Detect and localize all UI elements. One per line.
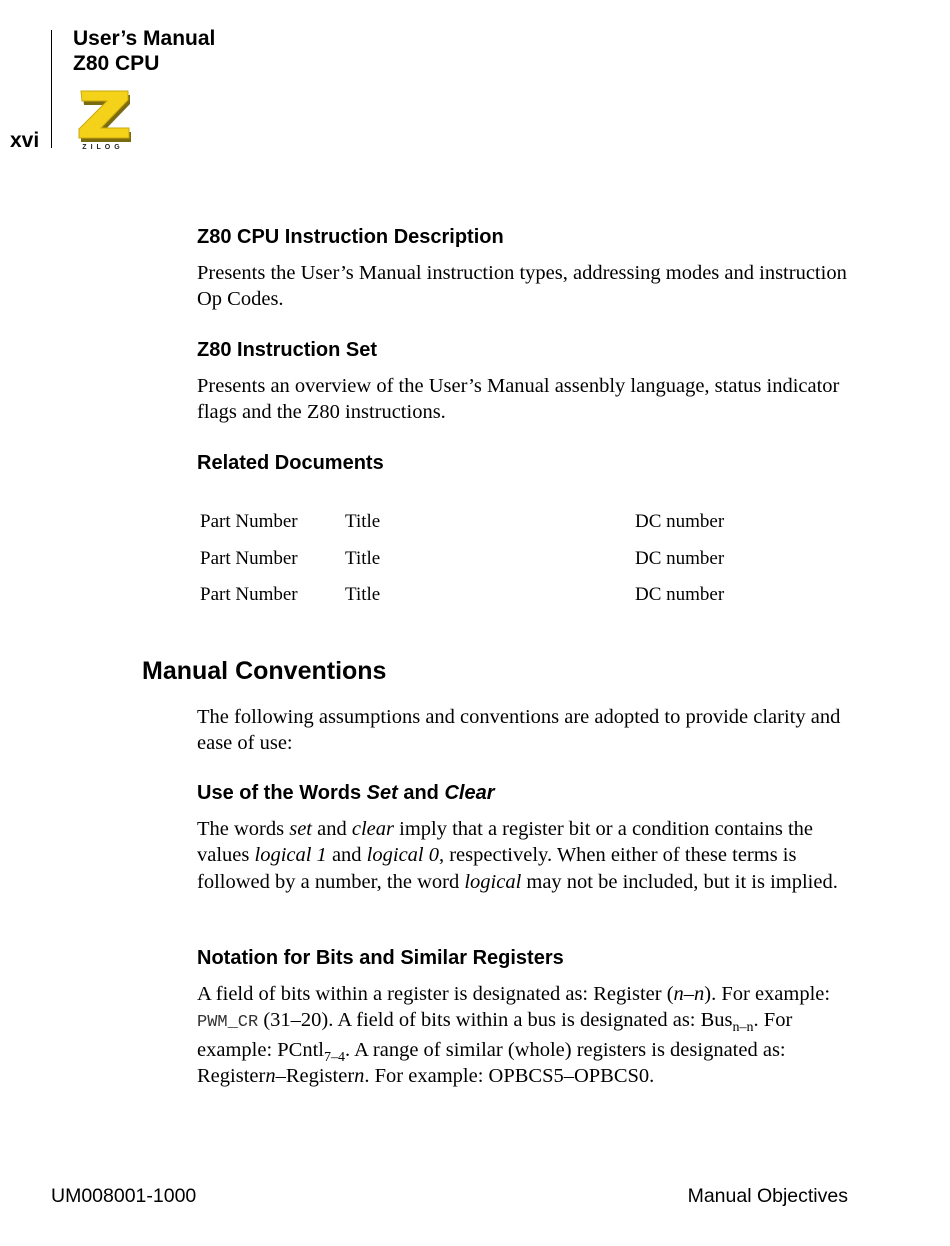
register-code: PWM_CR [197, 1013, 259, 1033]
zilog-logo [74, 86, 132, 150]
footer-section-title: Manual Objectives [687, 1185, 848, 1207]
instr-set-text: Presents an overview of the User’s Manual assenbly language, status indicator flags and the Z80 instructions. [197, 375, 840, 424]
set-clear-heading-mid: and [397, 782, 445, 804]
text-run-italic: logical [464, 870, 522, 893]
part-number-cell: Part Number [200, 584, 298, 605]
logo-wordmark: ZILOG [82, 144, 124, 150]
text-run: –Register [275, 1064, 355, 1087]
part-number-cell: Part Number [200, 511, 298, 532]
subscript: n–n [732, 1020, 754, 1036]
manual-title-line1: User’s Manual [73, 27, 216, 50]
instr-set-heading: Z80 Instruction Set [197, 339, 378, 361]
manual-title [73, 26, 215, 76]
set-clear-heading-clear: Clear [444, 782, 495, 804]
text-run-italic: logical 0 [366, 844, 439, 867]
text-run-italic: set [289, 818, 313, 840]
set-clear-text [197, 816, 857, 895]
text-run-italic: logical 1 [254, 844, 327, 867]
instr-desc-heading: Z80 CPU Instruction Description [197, 226, 504, 248]
text-run-italic: n [265, 1064, 276, 1087]
text-run: may not be included, but it is implied. [521, 870, 838, 893]
text-run: imply that a register bit or a condition contains the values [197, 818, 814, 867]
manual-title-line2: Z80 CPU [73, 52, 160, 75]
text-run: . A range of similar (whole) registers is designated as: Register [197, 1038, 786, 1087]
title-cell: Title [345, 511, 381, 532]
notation-heading: Notation for Bits and Similar Registers [197, 947, 564, 969]
footer-doc-id: UM008001-1000 [51, 1185, 197, 1207]
dc-number-cell: DC number [635, 584, 725, 605]
text-run: . For example: OPBCS5–OPBCS0. [364, 1064, 655, 1087]
dc-number-cell: DC number [635, 547, 725, 569]
text-run: The words [197, 818, 290, 840]
text-run-italic: n–n [673, 983, 705, 1005]
text-run: and [312, 818, 352, 840]
set-clear-heading [197, 781, 494, 805]
text-run: (31–20). A field of bits within a bus is designated as: Bus [258, 1009, 733, 1032]
text-run: A field of bits within a register is designated as: Register ( [197, 983, 674, 1005]
set-clear-heading-set: Set [366, 782, 398, 804]
text-run: and [326, 844, 367, 867]
page-number: xvi [10, 129, 40, 152]
text-run: , respectively. When either of these terms is followed by a number, the word [197, 844, 797, 893]
text-run-italic: n [354, 1064, 365, 1087]
notation-text [197, 981, 857, 1089]
header-divider [51, 30, 52, 148]
set-clear-heading-pre: Use of the Words [197, 782, 367, 804]
logo-z-shape [79, 91, 129, 138]
title-cell: Title [345, 584, 381, 605]
text-run: ). For example: [704, 983, 831, 1005]
instr-desc-text: Presents the User’s Manual instruction types, addressing modes and instruction Op Codes. [197, 262, 847, 311]
text-run-italic: clear [351, 818, 394, 840]
title-cell: Title [345, 547, 381, 569]
subscript: 7–4 [323, 1049, 345, 1065]
part-number-cell: Part Number [200, 547, 298, 569]
dc-number-cell: DC number [635, 511, 725, 532]
related-docs-heading: Related Documents [197, 452, 384, 474]
manual-conventions-heading: Manual Conventions [142, 657, 387, 685]
text-run: . For example: PCntl [197, 1009, 793, 1061]
conventions-intro: The following assumptions and conventions are adopted to provide clarity and ease of use: [197, 706, 841, 755]
